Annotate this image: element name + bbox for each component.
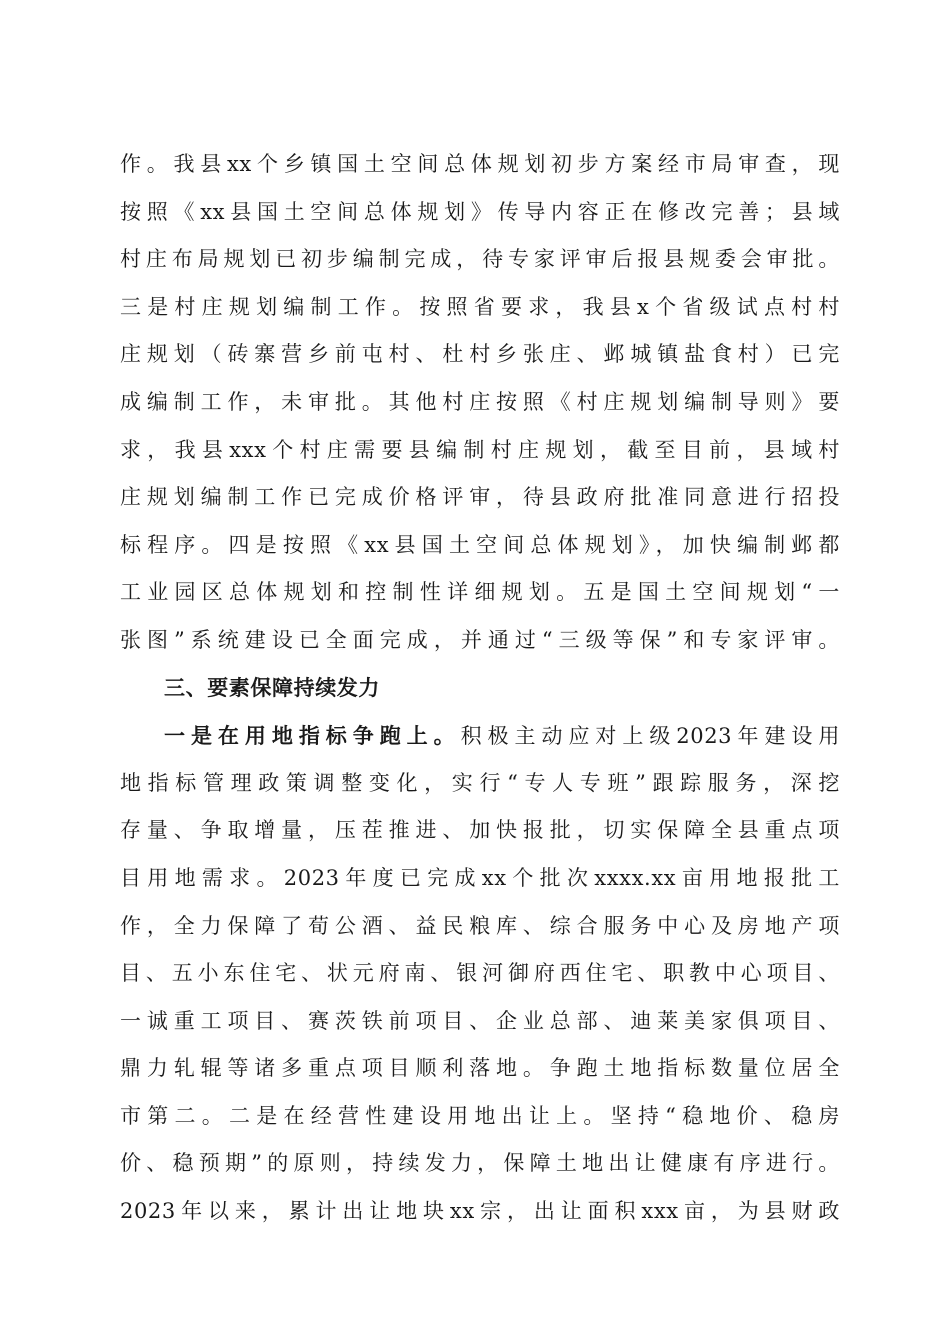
text-line: 按照《xx县国土空间总体规划》传导内容正在修改完善；县域 <box>120 199 840 224</box>
bold-lead-text: 一是在用地指标争跑上。 <box>164 723 461 749</box>
text-line: 市第二。二是在经营性建设用地出让上。坚持“稳地价、稳房 <box>120 1103 840 1128</box>
text-line: 三是村庄规划编制工作。按照省要求，我县x个省级试点村村 <box>120 294 840 319</box>
text-line: 标程序。四是按照《xx县国土空间总体规划》，加快编制邺都 <box>120 532 840 557</box>
text-line: 庄规划（砖寨营乡前屯村、杜村乡张庄、邺城镇盐食村）已完 <box>120 342 840 367</box>
text-line: 价、稳预期”的原则，持续发力，保障土地出让健康有序进行。 <box>120 1151 840 1176</box>
text-line: 一诚重工项目、赛茨铁前项目、企业总部、迪莱美家俱项目、 <box>120 1008 840 1033</box>
text-line: 地指标管理政策调整变化，实行“专人专班”跟踪服务，深挖 <box>120 770 840 795</box>
document-body <box>120 141 840 1236</box>
text-line: 成编制工作，未审批。其他村庄按照《村庄规划编制导则》要 <box>120 389 840 414</box>
text-line: 村庄布局规划已初步编制完成，待专家评审后报县规委会审批。 <box>120 247 840 272</box>
text-line: 2023年以来，累计出让地块xx宗，出让面积xxx亩，为县财政 <box>120 1199 840 1224</box>
text-line: 鼎力轧辊等诸多重点项目顺利落地。争跑土地指标数量位居全 <box>120 1056 840 1081</box>
text-line: 目用地需求。2023年度已完成xx个批次xxxx.xx亩用地报批工 <box>120 865 840 890</box>
text-run: 积极主动应对上级2023年建设用 <box>460 724 840 749</box>
section-heading: 三、要素保障持续发力 <box>164 675 380 700</box>
text-line: 目、五小东住宅、状元府南、银河御府西住宅、职教中心项目、 <box>120 961 840 986</box>
text-line: 张图”系统建设已全面完成，并通过“三级等保”和专家评审。 <box>120 627 840 652</box>
text-line: 作。我县xx个乡镇国土空间总体规划初步方案经市局审查，现 <box>120 152 840 176</box>
text-line: 求，我县xxx个村庄需要县编制村庄规划，截至目前，县域村 <box>120 437 840 462</box>
text-line: 工业园区总体规划和控制性详细规划。五是国土空间规划“一 <box>120 580 840 605</box>
text-line: 存量、争取增量，压茬推进、加快报批，切实保障全县重点项 <box>120 818 840 843</box>
text-line: 作，全力保障了荀公酒、益民粮库、综合服务中心及房地产项 <box>120 913 840 938</box>
paragraph-first-line <box>120 712 840 760</box>
text-line: 庄规划编制工作已完成价格评审，待县政府批准同意进行招投 <box>120 485 840 510</box>
